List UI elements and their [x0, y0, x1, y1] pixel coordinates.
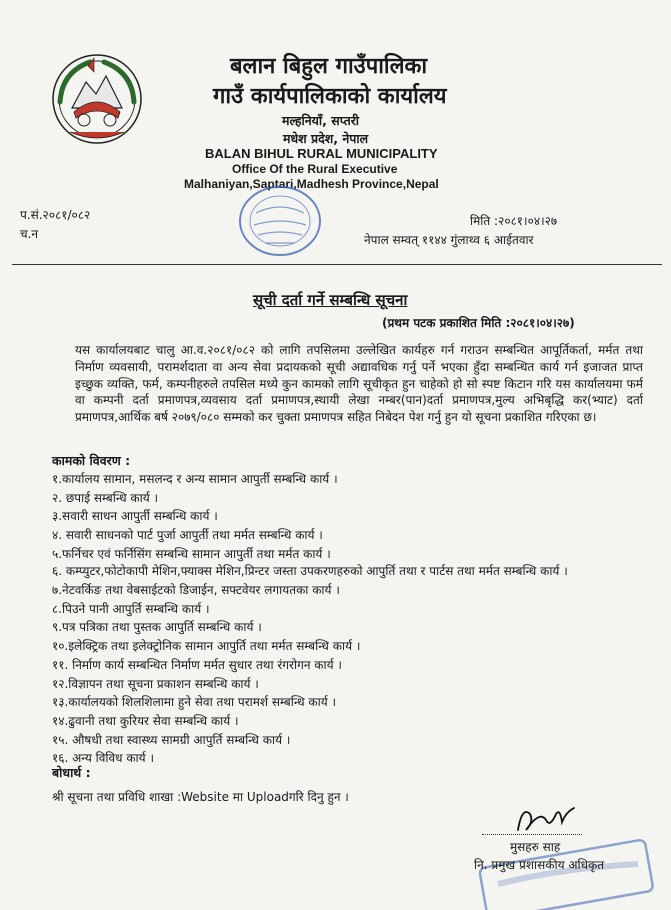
- work-details-heading: कामको विवरण :: [52, 453, 131, 468]
- cc-heading: बोधार्थ :: [52, 765, 91, 780]
- work-items-list: [52, 470, 627, 768]
- reference-number: प.सं.२०८१/०८२: [20, 208, 91, 222]
- notice-date: मिति :२०८१।०४।२७: [470, 214, 558, 228]
- address-line-1-np: मल्हनियाँ, सप्तरी: [282, 113, 360, 128]
- list-item: १३.कार्यालयको शिलशिलामा हुने सेवा तथा परामर्श सम्बन्धि कार्य ।: [52, 695, 337, 710]
- list-item: ३.सवारी साधन आपुर्ती सम्बन्धि कार्य ।: [52, 509, 218, 524]
- municipality-name-np: बलान बिहुल गाउँपालिका: [230, 54, 428, 79]
- list-item: ४. सवारी साधनको पार्ट पुर्जा आपुर्ती तथा मर्मत सम्बन्धि कार्य ।: [52, 528, 323, 543]
- office-seal-icon: [236, 183, 324, 259]
- nepal-samvat-date: नेपाल सम्वत् ११४४ गुंलाथ्व ६ आईतवार: [364, 233, 534, 247]
- list-item: १२.विज्ञापन तथा सूचना प्रकाशन सम्बन्धि कार्य ।: [52, 676, 259, 691]
- notice-subtitle: (प्रथम पटक प्रकाशित मिति :२०८१।०४।२७): [382, 316, 575, 330]
- notice-body: यस कार्यालयबाट चालु आ.व.२०८१/०८२ को लागि तपसिलमा उल्लेखित कार्यहरु गर्न गराउन सम्बन्धित आपूर्तिकर्ता, मर्मत तथा निर्माण व्यवसायी, परामर्शदाता वा अन्य सेवा प्रदायकको सूची अद्यावधिक गर्नु पर्ने भएका हुँदा सम्बन्धित कार्य गर्न इजाजत प्राप्त इच्छुक व्यक्ति, फर्म, कम्पनीहरुले तपसिल मध्ये कुन कामको लागि सूचीकृत हुन चाहेको हो सो स्पष्ट किटान गरि यस कार्यालयमा फर्म वा कम्पनी दर्ता प्रमाणपत्र,व्यवसाय दर्ता प्रमाणपत्र,स्थायी लेखा नम्बर(पान)दर्ता प्रमाणपत्र,मुल्य अभिबृद्धि कर(भ्याट) दर्ता प्रमाणपत्र,आर्थिक बर्ष २०७९/०८० सम्मको कर चुक्ता प्रमाणपत्र सहित निबेदन पेश गर्नु हुन यो सूचना प्रकाशित गरिएका छ।: [75, 343, 643, 425]
- list-item: १०.इलेक्ट्रिक तथा इलेक्ट्रोनिक सामान आपुर्ति तथा मर्मत सम्बन्धि कार्य ।: [52, 639, 361, 654]
- signature-stamp-icon: [468, 838, 658, 910]
- list-item: ७.नेटवर्किङ तथा वेबसाईटको डिजाईन, सफ्टवेयर लगायतका कार्य ।: [52, 583, 340, 598]
- notice-title: सूची दर्ता गर्ने सम्बन्धि सूचना: [253, 291, 408, 309]
- cc-text: श्री सूचना तथा प्रविधि शाखा :Website मा Uploadगरि दिनु हुन ।: [52, 790, 349, 804]
- list-item: ५.फर्निचर एवं फर्निसिंग सम्बन्धि सामान आपुर्ती तथा मर्मत कार्य ।: [52, 546, 331, 561]
- signatory-designation: नि. प्रमुख प्रशासकीय अधिकृत: [474, 858, 605, 872]
- office-name-en: Office Of the Rural Executive: [232, 162, 398, 176]
- office-name-np: गाउँ कार्यपालिकाको कार्यालय: [213, 84, 447, 109]
- address-en: Malhaniyan,Saptari,Madhesh Province,Nepal: [184, 177, 439, 191]
- list-item: ८.पिउने पानी आपुर्ति सम्बन्धि कार्य ।: [52, 601, 210, 616]
- list-item: ६. कम्प्युटर,फोटोकापी मेशिन,फ्याक्स मेशिन,प्रिन्टर जस्ता उपकरणहरुको आपुर्ति तथा र पार्टस तथा मर्मत सम्बन्धि कार्य ।: [52, 563, 568, 578]
- list-item: ११. निर्माण कार्य सम्बन्धित निर्माण मर्मत सुधार तथा रंगरोगन कार्य ।: [52, 657, 342, 672]
- list-item: १५. औषधी तथा स्वास्थ्य सामग्री आपुर्ति सम्बन्धि कार्य ।: [52, 732, 291, 747]
- address-line-2-np: मधेश प्रदेश, नेपाल: [283, 131, 369, 146]
- nepal-emblem-icon: [50, 52, 144, 146]
- list-item: १.कार्यालय सामान, मसलन्द र अन्य सामान आपुर्ती सम्बन्धि कार्य ।: [52, 472, 338, 486]
- list-item: १४.ढुवानी तथा कुरियर सेवा सम्बन्धि कार्य ।: [52, 713, 239, 728]
- list-item: १६. अन्य विविध कार्य ।: [52, 751, 154, 766]
- signatory-name: मुसहरु साह: [510, 840, 561, 854]
- list-item: २. छपाई सम्बन्धि कार्य ।: [52, 490, 159, 505]
- municipality-name-en: BALAN BIHUL RURAL MUNICIPALITY: [205, 146, 438, 161]
- signature-line: [482, 834, 582, 835]
- dispatch-number: च.न: [20, 227, 39, 241]
- header-divider: [12, 264, 662, 265]
- list-item: ९.पत्र पत्रिका तथा पुस्तक आपुर्ति सम्बन्धि कार्य ।: [52, 620, 262, 635]
